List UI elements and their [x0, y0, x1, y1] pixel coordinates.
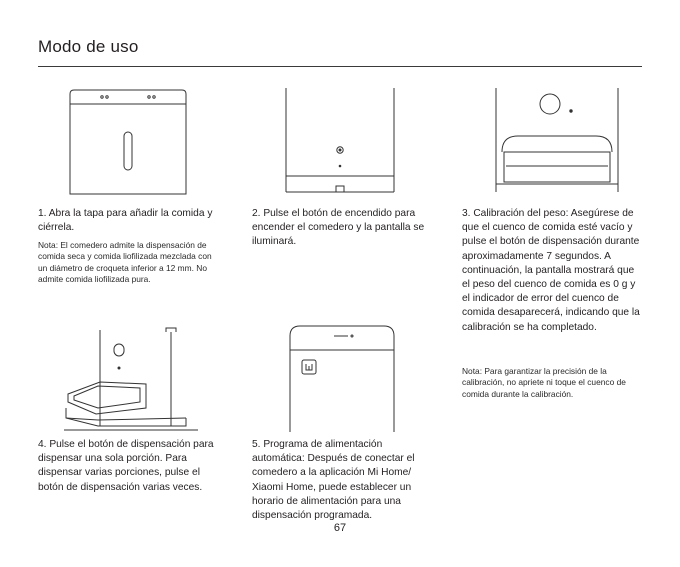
feeder-lid-illustration	[58, 86, 198, 196]
page-title: Modo de uso	[38, 37, 139, 56]
feeder-dispense-illustration	[58, 322, 208, 434]
title-divider	[38, 66, 642, 67]
feeder-calibration-illustration	[492, 86, 622, 196]
step-2-text: 2. Pulse el botón de encendido para encender el comedero y la pantalla se iluminará.	[252, 208, 425, 248]
step-1-text: 1. Abra la tapa para añadir la comida y ciérrela.	[38, 208, 213, 234]
page-number: 67	[333, 522, 347, 534]
step-4-text: 4. Pulse el botón de dispensación para dispensar una sola porción. Para dispensar varias porciones, pulse el botón de dispensación varias veces.	[38, 439, 214, 493]
step-1-note: Nota: El comedero admite la dispensación de comida seca y comida liofilizada mezclada con un diámetro de croqueta inferior a 12 mm. No admite comida liofilizada pura.	[38, 240, 212, 284]
feeder-power-illustration	[280, 86, 400, 196]
phone-app-illustration	[282, 322, 402, 432]
step-5-text: 5. Programa de alimentación automática: Después de conectar el comedero a la aplicación Mi Home/ Xiaomi Home, puede establecer un horario de alimentación para una dispensación programada.	[252, 439, 415, 522]
step-3-note: Nota: Para garantizar la precisión de la calibración, no apriete ni toque el cuenco de comida durante la calibración.	[462, 366, 626, 399]
step-3-text: 3. Calibración del peso: Asegúrese de que el cuenco de comida esté vacío y pulse el botón de dispensación durante aproximadamente 7 segundos. A continuación, la pantalla mostrará que el peso del cuenco de comida es 0 g y el indicador de error del cuenco de comida desaparecerá, indicando que la calibración se ha completado.	[462, 208, 640, 333]
